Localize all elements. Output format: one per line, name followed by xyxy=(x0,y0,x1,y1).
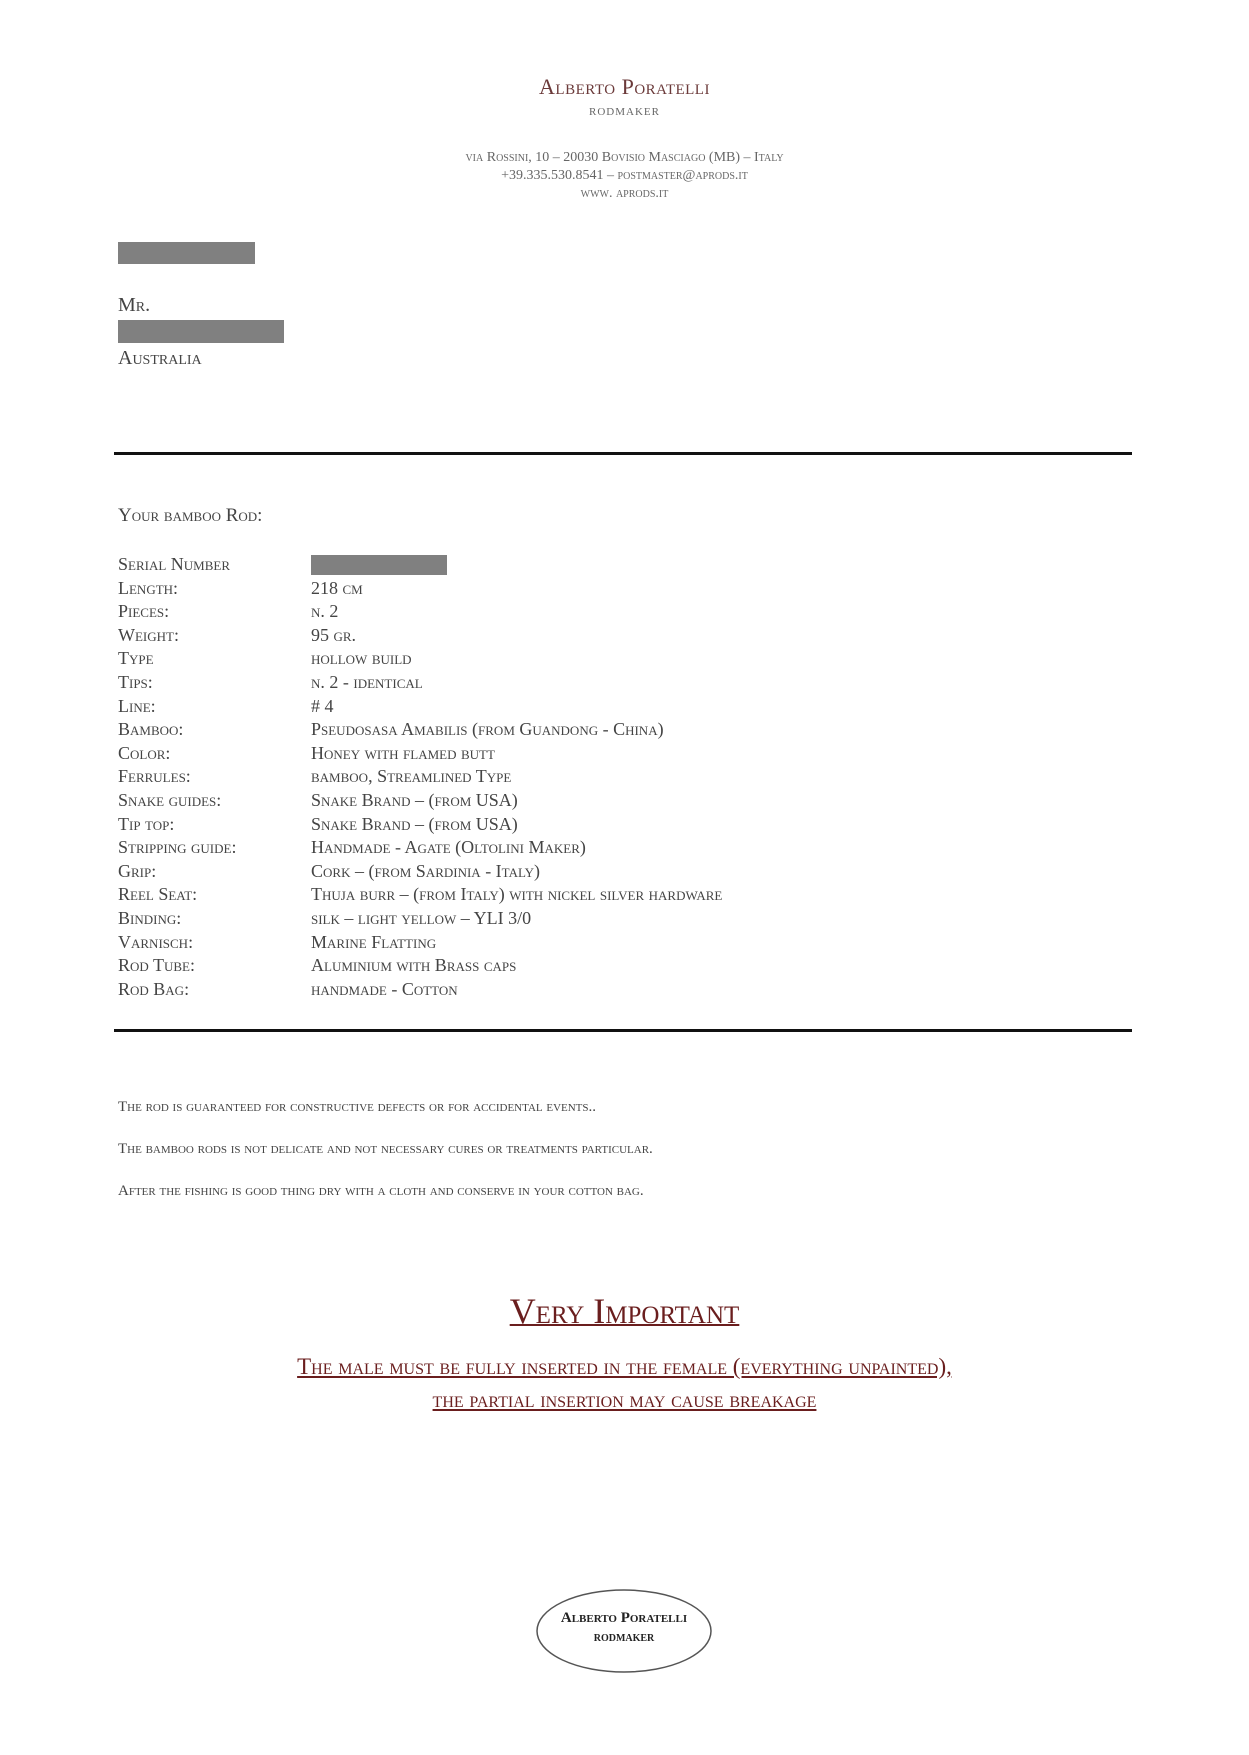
spec-value: Snake Brand – (from USA) xyxy=(311,789,518,810)
spec-label: Color: xyxy=(118,742,171,763)
letterhead-website: www. aprods.it xyxy=(580,186,669,201)
spec-row-snake-guides xyxy=(118,789,722,813)
spec-value: silk – light yellow – YLI 3/0 xyxy=(311,907,532,928)
spec-label: Stripping guide: xyxy=(118,837,237,858)
spec-label: Reel Seat: xyxy=(118,884,198,905)
spec-row-tip-top xyxy=(118,813,722,837)
spec-value: Snake Brand – (from USA) xyxy=(311,813,518,834)
spec-label: Grip: xyxy=(118,860,157,881)
spec-value: Thuja burr – (from Italy) with nickel silver hardware xyxy=(311,884,723,905)
spec-label: Pieces: xyxy=(118,601,170,622)
letterhead-subtitle: rodmaker xyxy=(589,103,660,119)
spec-row-reel-seat xyxy=(118,883,722,907)
spec-label: Line: xyxy=(118,695,156,716)
spec-value: Cork – (from Sardinia - Italy) xyxy=(311,860,540,881)
spec-label: Bamboo: xyxy=(118,719,184,740)
spec-label: Varnisch: xyxy=(118,931,194,952)
spec-row-pieces xyxy=(118,600,722,624)
spec-row-rod-tube xyxy=(118,954,722,978)
spec-label: Tip top: xyxy=(118,813,175,834)
spec-table xyxy=(118,553,722,1001)
spec-value: Marine Flatting xyxy=(311,931,437,952)
spec-label: Binding: xyxy=(118,907,182,928)
spec-value: n. 2 xyxy=(311,601,339,622)
letterhead-name: Alberto Poratelli xyxy=(539,74,710,99)
spec-label: Snake guides: xyxy=(118,789,222,810)
spec-value: Handmade - Agate (Oltolini Maker) xyxy=(311,837,586,858)
letterhead-address: via Rossini, 10 – 20030 Bovisio Masciago (MB) – Italy xyxy=(465,150,784,165)
spec-label: Weight: xyxy=(118,624,179,645)
spec-row-rod-bag xyxy=(118,978,722,1002)
spec-row-binding xyxy=(118,907,722,931)
important-title: Very Important xyxy=(509,1291,740,1331)
spec-value: 218 cm xyxy=(311,577,363,598)
spec-label: Tips: xyxy=(118,671,153,692)
spec-row-length xyxy=(118,577,722,601)
spec-row-line xyxy=(118,695,722,719)
spec-label: Length: xyxy=(118,577,179,598)
bottom-divider xyxy=(114,1029,1132,1032)
redacted-date xyxy=(118,242,255,264)
spec-label: Type xyxy=(118,648,154,669)
spec-label: Rod Bag: xyxy=(118,978,190,999)
important-line-1: The male must be fully inserted in the female (everything unpainted), xyxy=(297,1354,952,1379)
stamp-subtitle: rodmaker xyxy=(593,1630,655,1645)
spec-value: hollow build xyxy=(311,648,412,669)
spec-row-type xyxy=(118,647,722,671)
letterhead-contact: +39.335.530.8541 – postmaster@aprods.it xyxy=(501,168,748,183)
spec-row-color xyxy=(118,742,722,766)
top-divider xyxy=(114,452,1132,455)
spec-value: Honey with flamed butt xyxy=(311,742,495,763)
spec-row-tips xyxy=(118,671,722,695)
note-care: The bamboo rods is not delicate and not necessary cures or treatments particular. xyxy=(118,1141,653,1157)
spec-label: Serial Number xyxy=(118,554,231,574)
spec-value: handmade - Cotton xyxy=(311,978,458,999)
rod-intro: Your bamboo Rod: xyxy=(118,505,263,526)
spec-row-grip xyxy=(118,860,722,884)
note-guarantee: The rod is guaranteed for constructive defects or for accidental events.. xyxy=(118,1099,597,1115)
spec-value: n. 2 - identical xyxy=(311,671,423,692)
important-line-2: the partial insertion may cause breakage xyxy=(432,1387,817,1412)
spec-row-ferrules xyxy=(118,765,722,789)
spec-row-stripping-guide xyxy=(118,836,722,860)
spec-value: 95 gr. xyxy=(311,624,357,645)
spec-row-varnish xyxy=(118,931,722,955)
recipient-salutation: Mr. xyxy=(118,294,151,316)
stamp-name: Alberto Poratelli xyxy=(560,1610,688,1626)
spec-value: bamboo, Streamlined Type xyxy=(311,766,512,787)
redacted-serial-number xyxy=(311,555,447,575)
spec-row-bamboo xyxy=(118,718,722,742)
note-drying: After the fishing is good thing dry with a cloth and conserve in your cotton bag. xyxy=(118,1183,644,1199)
spec-value: # 4 xyxy=(311,695,334,716)
spec-value: Aluminium with Brass caps xyxy=(311,955,517,976)
spec-label: Ferrules: xyxy=(118,766,191,787)
spec-row-weight xyxy=(118,624,722,648)
spec-value: Pseudosasa Amabilis (from Guandong - China) xyxy=(311,719,664,740)
recipient-country: Australia xyxy=(118,347,202,369)
spec-label: Rod Tube: xyxy=(118,955,195,976)
redacted-recipient-name xyxy=(118,320,284,343)
